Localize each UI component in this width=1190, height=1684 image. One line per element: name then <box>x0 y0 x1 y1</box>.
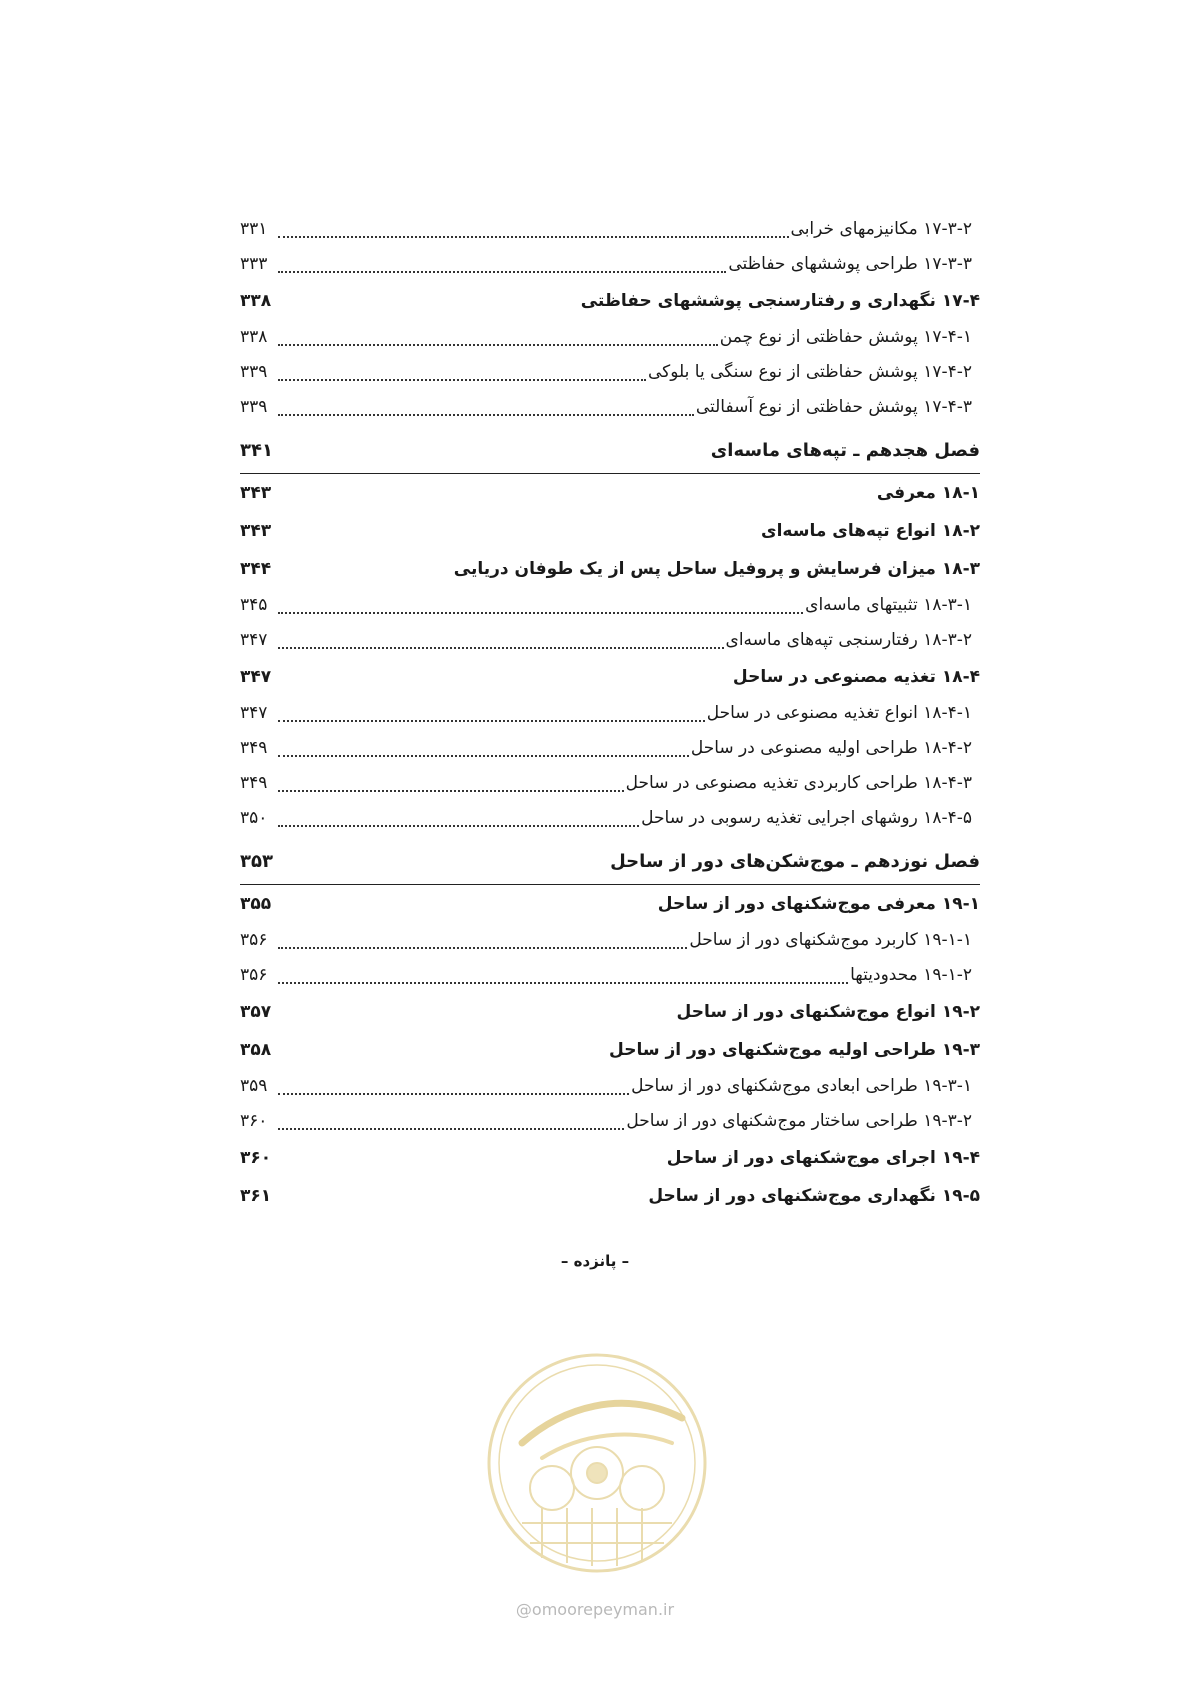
toc-entry-title: ۱۹-۱-۱ کاربرد موج‌شکنهای دور از ساحل <box>689 930 972 950</box>
toc-entry-page-number: ۳۴۹ <box>240 773 268 793</box>
toc-entry-page-number: ۳۵۹ <box>240 1076 268 1096</box>
toc-entry-title: فصل نوزدهم ـ موج‌شکن‌های دور از ساحل <box>610 851 980 872</box>
toc-subsection-row <box>240 696 980 731</box>
toc-entry-page-number: ۳۳۸ <box>240 291 272 311</box>
dot-leader <box>278 754 689 757</box>
toc-entry-title: ۱۸-۴-۳ طراحی کاربردی تغذیه مصنوعی در ساحل <box>625 773 972 793</box>
toc-entry-page-number: ۳۴۳ <box>240 483 272 503</box>
toc-entry-page-number: ۳۵۷ <box>240 1002 272 1022</box>
dot-leader <box>278 343 718 346</box>
toc-entry-title: ۱۸-۳-۲ رفتارسنجی تپه‌های ماسه‌ای <box>725 630 972 650</box>
dot-leader <box>278 719 705 722</box>
toc-entry-title: ۱۹-۳-۲ طراحی ساختار موج‌شکنهای دور از ساحل <box>626 1111 972 1131</box>
dot-leader <box>278 611 803 614</box>
page-number-footer: – پانزده – <box>560 1252 630 1270</box>
toc-entry-title: ۱۹-۲ انواع موج‌شکنهای دور از ساحل <box>676 1002 980 1022</box>
toc-entry-title: ۱۸-۴-۱ انواع تغذیه مصنوعی در ساحل <box>706 703 972 723</box>
toc-subsection-row <box>240 390 980 425</box>
dot-leader <box>278 270 726 273</box>
toc-entry-title: ۱۷-۳-۳ طراحی پوششهای حفاظتی <box>728 254 972 274</box>
toc-entry-page-number: ۳۶۰ <box>240 1111 268 1131</box>
toc-section-row <box>240 512 980 550</box>
toc-section-row <box>240 1031 980 1069</box>
toc-entry-page-number: ۳۳۳ <box>240 254 268 274</box>
toc-entry-title: ۱۹-۱-۲ محدودیتها <box>850 965 972 985</box>
dot-leader <box>278 1127 624 1130</box>
toc-entry-title: ۱۹-۱ معرفی موج‌شکنهای دور از ساحل <box>657 894 980 914</box>
toc-entry-page-number: ۳۵۶ <box>240 965 268 985</box>
dot-leader <box>278 789 624 792</box>
toc-subsection-row <box>240 923 980 958</box>
toc-section-row <box>240 993 980 1031</box>
toc-entry-title: ۱۸-۴-۲ طراحی اولیه مصنوعی در ساحل <box>690 738 972 758</box>
toc-entry-page-number: ۳۴۷ <box>240 630 268 650</box>
toc-entry-page-number: ۳۶۰ <box>240 1148 272 1168</box>
toc-entry-title: ۱۹-۴ اجرای موج‌شکنهای دور از ساحل <box>666 1148 980 1168</box>
toc-subsection-row <box>240 731 980 766</box>
watermark-seal-icon <box>482 1348 712 1578</box>
toc-entry-page-number: ۳۵۰ <box>240 808 268 828</box>
toc-entry-title: ۱۹-۵ نگهداری موج‌شکنهای دور از ساحل <box>648 1186 980 1206</box>
toc-subsection-row <box>240 623 980 658</box>
toc-entry-page-number: ۳۴۴ <box>240 559 272 579</box>
dot-leader <box>278 824 639 827</box>
table-of-contents <box>240 212 980 1215</box>
dot-leader <box>278 1092 629 1095</box>
toc-section-row <box>240 885 980 923</box>
toc-subsection-row <box>240 766 980 801</box>
toc-subsection-row <box>240 801 980 836</box>
toc-entry-title: فصل هجدهم ـ تپه‌های ماسه‌ای <box>710 440 980 461</box>
dot-leader <box>278 235 789 238</box>
toc-entry-title: ۱۸-۱ معرفی <box>876 483 980 503</box>
toc-section-row <box>240 1177 980 1215</box>
toc-subsection-row <box>240 320 980 355</box>
toc-section-row <box>240 658 980 696</box>
toc-section-row <box>240 282 980 320</box>
toc-entry-title: ۱۸-۴-۵ روشهای اجرایی تغذیه رسوبی در ساحل <box>641 808 972 828</box>
toc-section-row <box>240 550 980 588</box>
toc-entry-page-number: ۳۳۹ <box>240 397 268 417</box>
toc-section-row <box>240 474 980 512</box>
toc-entry-page-number: ۳۵۸ <box>240 1040 272 1060</box>
dot-leader <box>278 981 848 984</box>
toc-entry-page-number: ۳۴۱ <box>240 440 273 461</box>
toc-entry-title: ۱۸-۳-۱ تثبیتهای ماسه‌ای <box>805 595 972 615</box>
toc-entry-page-number: ۳۶۱ <box>240 1186 272 1206</box>
dot-leader <box>278 946 687 949</box>
toc-entry-page-number: ۳۳۹ <box>240 362 268 382</box>
toc-entry-page-number: ۳۴۹ <box>240 738 268 758</box>
toc-entry-title: ۱۸-۲ انواع تپه‌های ماسه‌ای <box>761 521 980 541</box>
toc-subsection-row <box>240 1069 980 1104</box>
toc-entry-page-number: ۳۳۸ <box>240 327 268 347</box>
toc-entry-page-number: ۳۴۷ <box>240 703 268 723</box>
toc-entry-title: ۱۷-۴-۳ پوشش حفاظتی از نوع آسفالتی <box>695 397 972 417</box>
watermark-url: @omoorepeyman.ir <box>515 1600 675 1619</box>
toc-entry-page-number: ۳۵۵ <box>240 894 272 914</box>
toc-entry-title: ۱۹-۳-۱ طراحی ابعادی موج‌شکنهای دور از ساحل <box>631 1076 972 1096</box>
dot-leader <box>278 378 646 381</box>
dot-leader <box>278 646 724 649</box>
toc-entry-title: ۱۷-۳-۲ مکانیزمهای خرابی <box>790 219 972 239</box>
toc-entry-page-number: ۳۴۳ <box>240 521 272 541</box>
toc-subsection-row <box>240 355 980 390</box>
toc-subsection-row <box>240 958 980 993</box>
toc-chapter-row <box>240 429 980 474</box>
toc-entry-page-number: ۳۴۷ <box>240 667 272 687</box>
toc-entry-title: ۱۸-۴ تغذیه مصنوعی در ساحل <box>732 667 980 687</box>
toc-chapter-row <box>240 840 980 885</box>
toc-subsection-row <box>240 1104 980 1139</box>
toc-entry-title: ۱۸-۳ میزان فرسایش و پروفیل ساحل پس از یک طوفان دریایی <box>453 559 980 579</box>
toc-subsection-row <box>240 588 980 623</box>
dot-leader <box>278 413 694 416</box>
toc-entry-page-number: ۳۳۱ <box>240 219 268 239</box>
toc-subsection-row <box>240 247 980 282</box>
toc-entry-page-number: ۳۵۶ <box>240 930 268 950</box>
toc-section-row <box>240 1139 980 1177</box>
toc-entry-title: ۱۷-۴-۲ پوشش حفاظتی از نوع سنگی یا بلوکی <box>647 362 972 382</box>
toc-entry-title: ۱۷-۴ نگهداری و رفتارسنجی پوششهای حفاظتی <box>580 291 980 311</box>
toc-entry-title: ۱۷-۴-۱ پوشش حفاظتی از نوع چمن <box>719 327 972 347</box>
toc-entry-page-number: ۳۴۵ <box>240 595 268 615</box>
toc-entry-title: ۱۹-۳ طراحی اولیه موج‌شکنهای دور از ساحل <box>609 1040 980 1060</box>
toc-subsection-row <box>240 212 980 247</box>
toc-entry-page-number: ۳۵۳ <box>240 851 273 872</box>
